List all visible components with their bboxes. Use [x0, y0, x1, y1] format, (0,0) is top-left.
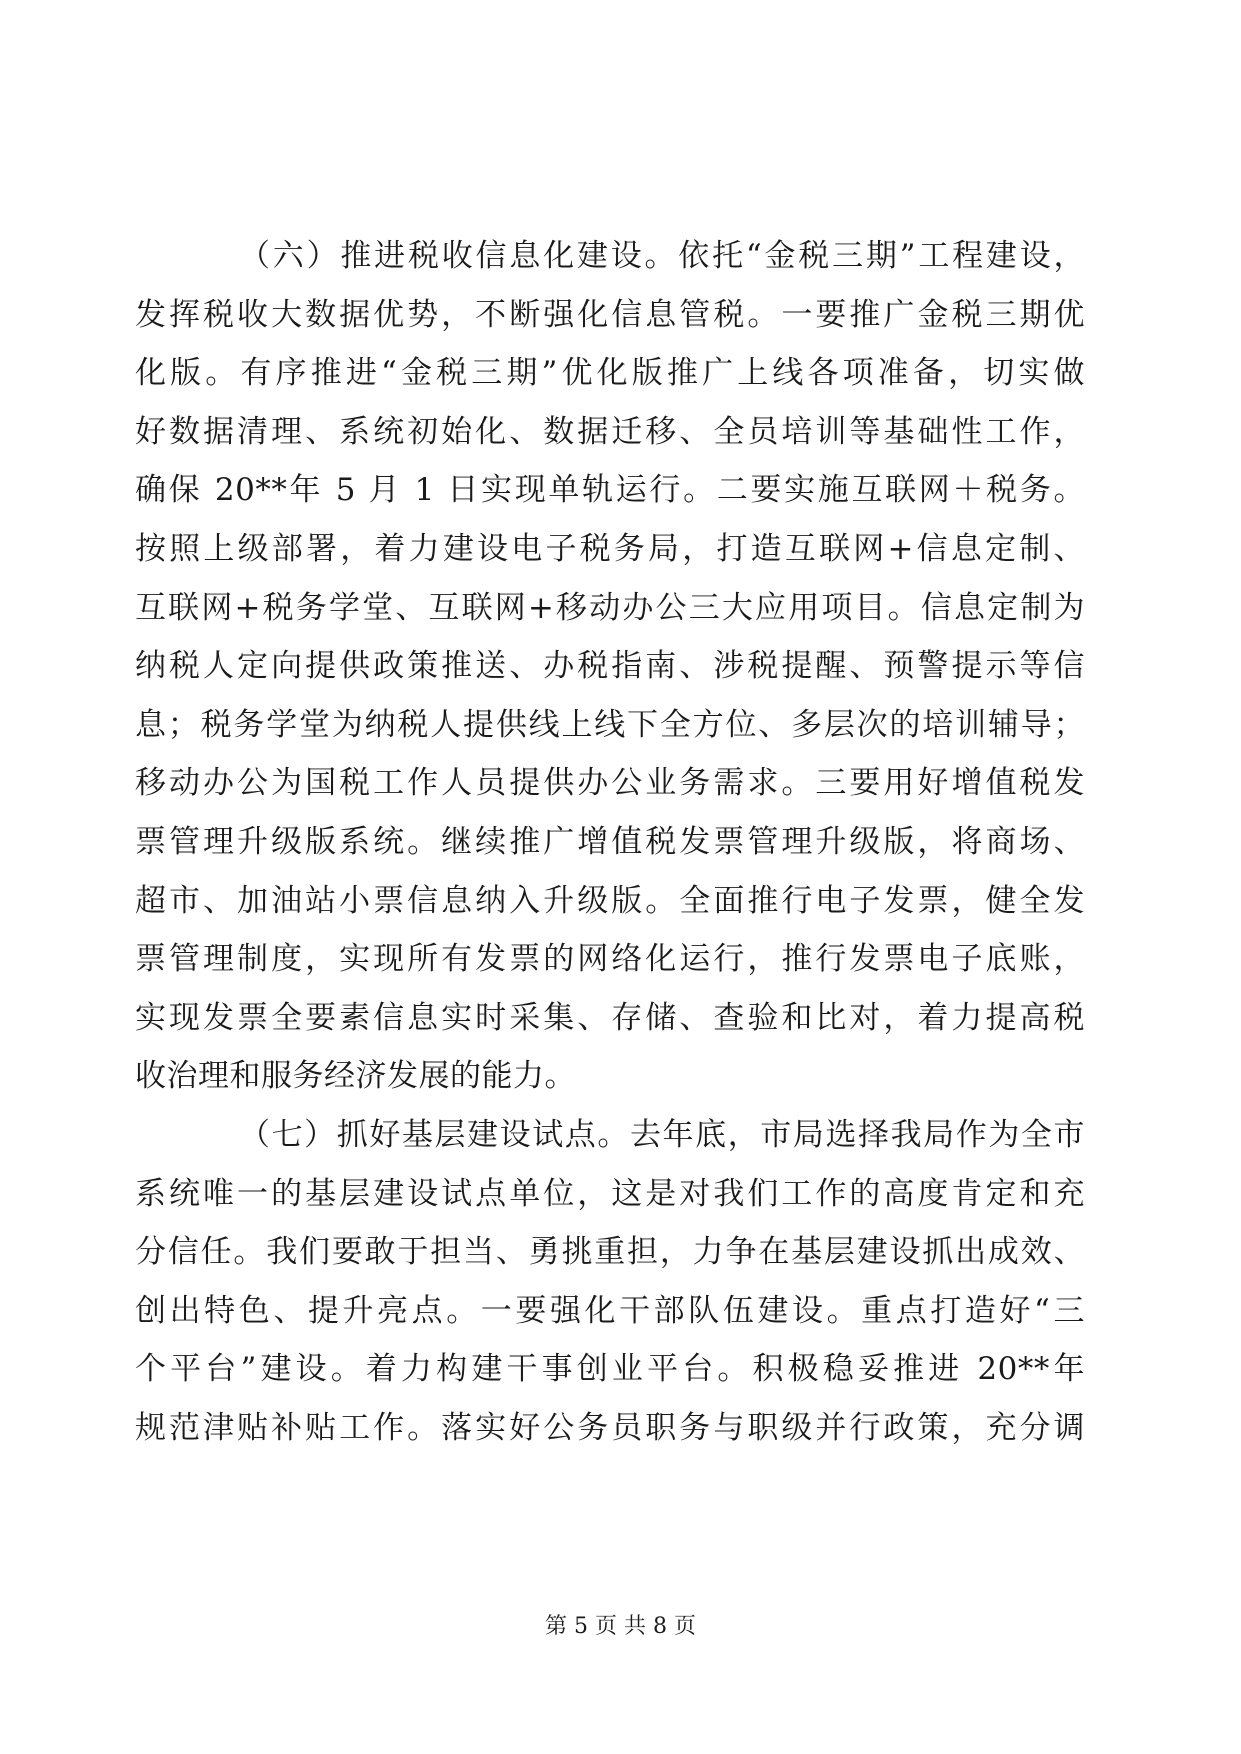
page-footer: [0, 1612, 1241, 1642]
text-line: 票管理制度，实现所有发票的网络化运行，推行发票电子底账，: [135, 941, 1085, 978]
text-line: （七）抓好基层建设试点。去年底，市局选择我局作为全市: [239, 1116, 1085, 1153]
text-line: 按照上级部署，着力建设电子税务局，打造互联网+信息定制、: [135, 530, 1085, 567]
text-line: 息；税务学堂为纳税人提供线上线下全方位、多层次的培训辅导；: [135, 706, 1085, 743]
text-line: 个平台”建设。着力构建干事创业平台。积极稳妥推进 20**年: [135, 1351, 1085, 1388]
text-line: 创出特色、提升亮点。一要强化干部队伍建设。重点打造好“三: [135, 1292, 1085, 1329]
text-line: 确保 20**年 5 月 1 日实现单轨运行。二要实施互联网＋税务。: [135, 472, 1085, 509]
text-line: 好数据清理、系统初始化、数据迁移、全员培训等基础性工作，: [135, 413, 1085, 450]
text-line: 规范津贴补贴工作。落实好公务员职务与职级并行政策，充分调: [135, 1409, 1085, 1446]
page-number: 第 5 页 共 8 页: [545, 1614, 696, 1639]
text-line: 纳税人定向提供政策推送、办税指南、涉税提醒、预警提示等信: [135, 648, 1085, 685]
text-line: 移动办公为国税工作人员提供办公业务需求。三要用好增值税发: [135, 765, 1085, 802]
text-line: 超市、加油站小票信息纳入升级版。全面推行电子发票，健全发: [135, 882, 1085, 919]
document-body: [135, 232, 1085, 1462]
paragraph-six: [135, 232, 1085, 1111]
paragraph-seven: [135, 1111, 1085, 1463]
text-line: 分信任。我们要敢于担当、勇挑重担，力争在基层建设抓出成效、: [135, 1234, 1085, 1271]
text-line: 实现发票全要素信息实时采集、存储、查验和比对，着力提高税: [135, 999, 1085, 1036]
text-line: （六）推进税收信息化建设。依托“金税三期”工程建设，: [239, 238, 1085, 274]
text-line: 收治理和服务经济发展的能力。: [135, 1058, 576, 1095]
text-line: 发挥税收大数据优势，不断强化信息管税。一要推广金税三期优: [135, 296, 1085, 333]
text-line: 系统唯一的基层建设试点单位，这是对我们工作的高度肯定和充: [135, 1175, 1085, 1212]
text-line: 化版。有序推进“金税三期”优化版推广上线各项准备，切实做: [135, 355, 1085, 392]
text-line: 票管理升级版系统。继续推广增值税发票管理升级版，将商场、: [135, 823, 1085, 860]
text-line: 互联网+税务学堂、互联网+移动办公三大应用项目。信息定制为: [135, 589, 1085, 626]
